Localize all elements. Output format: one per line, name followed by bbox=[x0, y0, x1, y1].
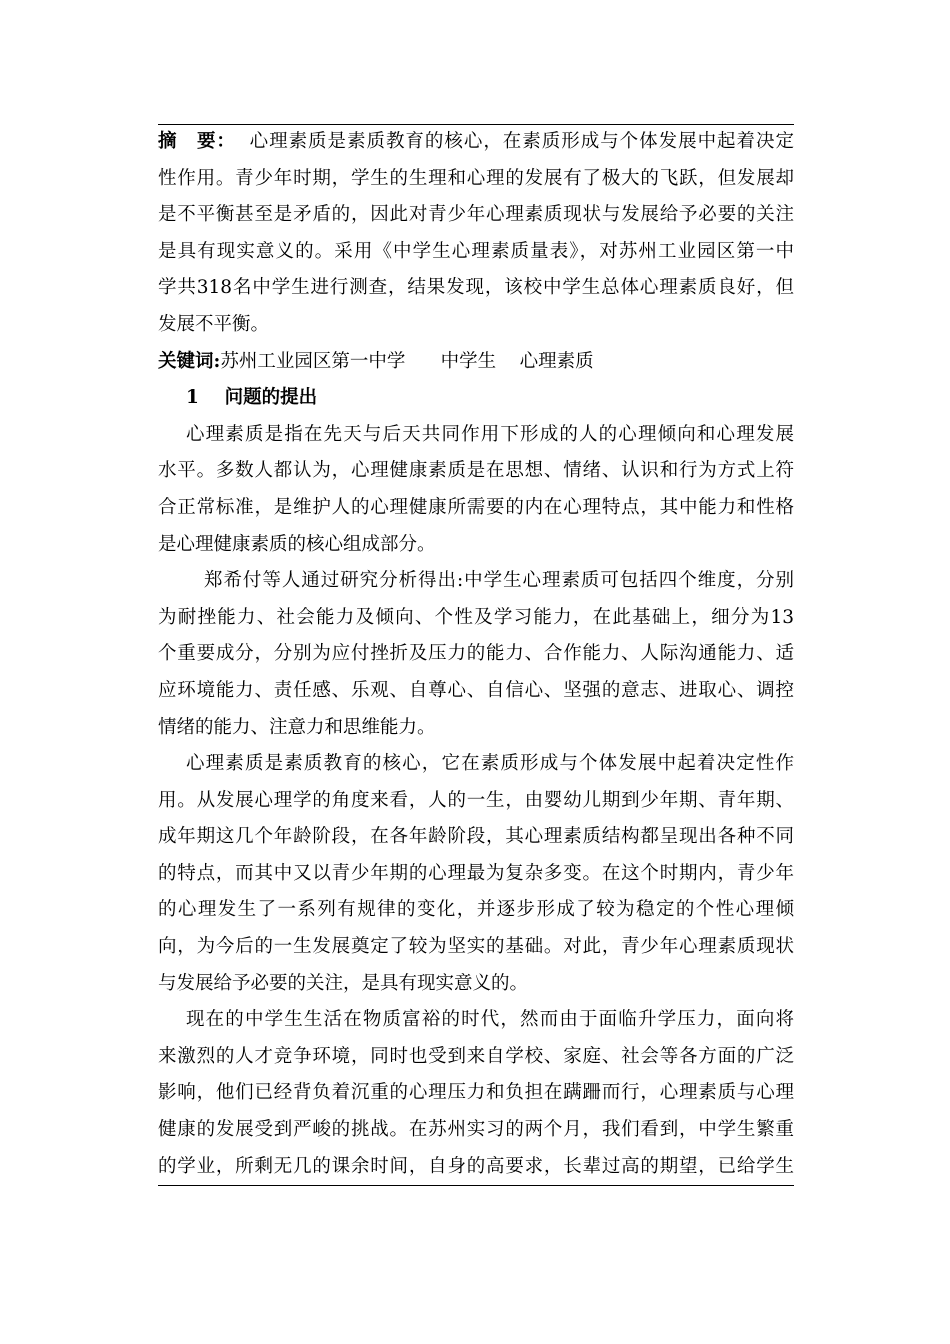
paragraph-line: 应环境能力、责任感、乐观、自尊心、自信心、坚强的意志、进取心、调控 bbox=[158, 679, 794, 701]
abstract-line: 性作用。青少年时期，学生的生理和心理的发展有了极大的飞跃，但发展却 bbox=[158, 167, 794, 189]
paragraph-3 bbox=[158, 746, 794, 1002]
document-page bbox=[158, 124, 794, 1186]
keywords-line bbox=[158, 344, 794, 381]
abstract-line: 发展不平衡。 bbox=[158, 313, 270, 335]
paragraph-line: 水平。多数人都认为，心理健康素质是在思想、情绪、认识和行为方式上符 bbox=[158, 460, 794, 482]
paragraph-line: 与发展给予必要的关注，是具有现实意义的。 bbox=[158, 972, 529, 994]
abstract-line: 是具有现实意义的。采用《中学生心理素质量表》，对苏州工业园区第一中 bbox=[158, 240, 794, 262]
paragraph-2 bbox=[158, 563, 794, 746]
abstract-block bbox=[158, 124, 794, 344]
abstract-line: 是不平衡甚至是矛盾的，因此对青少年心理素质现状与发展给予必要的关注 bbox=[158, 204, 794, 226]
abstract-line-1 bbox=[158, 124, 794, 161]
paragraph-line: 的学业，所剩无几的课余时间，自身的高要求，长辈过高的期望，已给学生 bbox=[158, 1149, 794, 1187]
paragraph-line: 的心理发生了一系列有规律的变化，并逐步形成了较为稳定的个性心理倾 bbox=[158, 899, 794, 921]
paragraph-line: 现在的中学生生活在物质富裕的时代，然而由于面临升学压力，面向将 bbox=[186, 1009, 794, 1031]
abstract-line: 学共318名中学生进行测查，结果发现，该校中学生总体心理素质良好，但 bbox=[158, 277, 794, 299]
abstract-label: 摘 要： bbox=[158, 131, 236, 152]
paragraph-line: 向，为今后的一生发展奠定了较为坚实的基础。对此，青少年心理素质现状 bbox=[158, 936, 794, 958]
section-heading: 1 问题的提出 bbox=[186, 387, 318, 409]
keywords-label: 关键词: bbox=[158, 350, 221, 372]
paragraph-line: 心理素质是指在先天与后天共同作用下形成的人的心理倾向和心理发展 bbox=[186, 423, 794, 445]
paragraph-line: 来激烈的人才竞争环境，同时也受到来自学校、家庭、社会等各方面的广泛 bbox=[158, 1045, 794, 1067]
paragraph-line: 影响，他们已经背负着沉重的心理压力和负担在蹒跚而行，心理素质与心理 bbox=[158, 1082, 794, 1104]
paragraph-line: 郑希付等人通过研究分析得出:中学生心理素质可包括四个维度，分别 bbox=[204, 570, 794, 592]
paragraph-1 bbox=[158, 417, 794, 563]
paragraph-line: 为耐挫能力、社会能力及倾向、个性及学习能力，在此基础上，细分为13 bbox=[158, 606, 794, 628]
paragraph-line: 情绪的能力、注意力和思维能力。 bbox=[158, 716, 436, 738]
paragraph-line: 的特点，而其中又以青少年期的心理最为复杂多变。在这个时期内，青少年 bbox=[158, 862, 794, 884]
paragraph-line: 心理素质是素质教育的核心，它在素质形成与个体发展中起着决定性作 bbox=[186, 753, 794, 775]
keywords-text: 苏州工业园区第一中学 中学生 心理素质 bbox=[220, 350, 594, 372]
paragraph-line: 用。从发展心理学的角度来看，人的一生，由婴幼儿期到少年期、青年期、 bbox=[158, 789, 794, 811]
paragraph-line: 个重要成分，分别为应付挫折及压力的能力、合作能力、人际沟通能力、适 bbox=[158, 643, 794, 665]
paragraph-line: 合正常标准，是维护人的心理健康所需要的内在心理特点，其中能力和性格 bbox=[158, 496, 794, 518]
paragraph-line: 是心理健康素质的核心组成部分。 bbox=[158, 533, 436, 555]
paragraph-line: 成年期这几个年龄阶段，在各年龄阶段，其心理素质结构都呈现出各种不同 bbox=[158, 826, 794, 848]
paragraph-4 bbox=[158, 1002, 794, 1186]
paragraph-line: 健康的发展受到严峻的挑战。在苏州实习的两个月，我们看到，中学生繁重 bbox=[158, 1119, 794, 1141]
abstract-text: 心理素质是素质教育的核心，在素质形成与个体发展中起着决定 bbox=[249, 131, 794, 152]
